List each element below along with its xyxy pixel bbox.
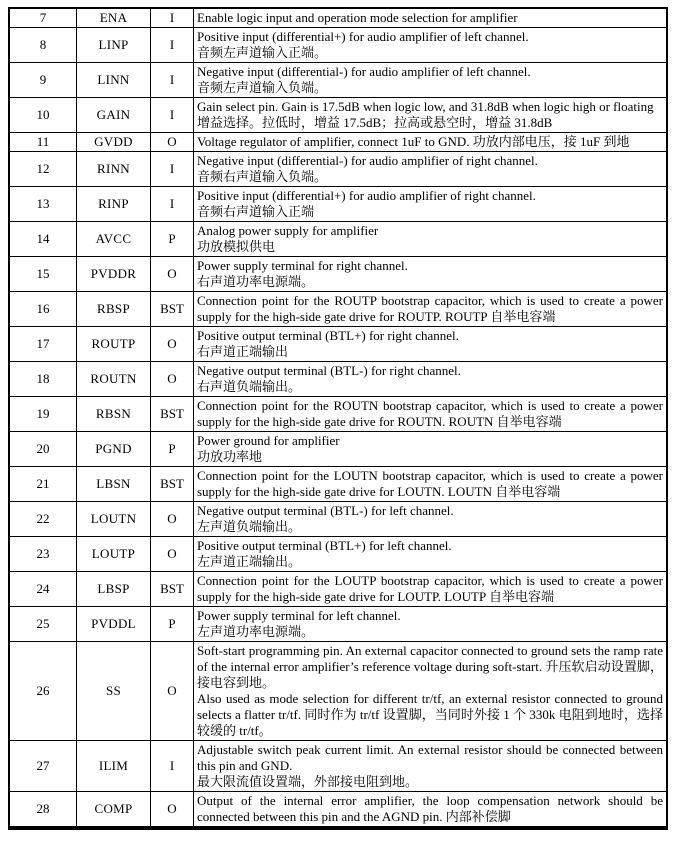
table-row: [9, 152, 667, 187]
pin-description-cell: [194, 362, 668, 397]
pin-number-cell: 15: [9, 257, 77, 292]
pin-name-cell: ROUTP: [77, 327, 151, 362]
pin-number-cell: 14: [9, 222, 77, 257]
pin-description-cell: [194, 467, 668, 502]
pin-description-cell: [194, 28, 668, 63]
pin-number-cell: 11: [9, 133, 77, 152]
pin-name-cell: GVDD: [77, 133, 151, 152]
pin-type-cell: BST: [151, 397, 194, 432]
pin-name-cell: RBSP: [77, 292, 151, 327]
table-row: [9, 741, 667, 792]
pin-type-cell: BST: [151, 467, 194, 502]
description-paragraph: Positive output terminal (BTL+) for left channel.: [197, 538, 452, 553]
description-paragraph: 左声道负端输出。: [197, 519, 302, 534]
description-paragraph: Connection point for the ROUTN bootstrap capacitor, which is used to create a power supply for the high-side gate drive for ROUTN. ROUTN 自举电容端: [197, 398, 663, 429]
table-row: [9, 133, 667, 152]
pin-number-cell: 27: [9, 741, 77, 792]
pin-description-cell: [194, 741, 668, 792]
table-row: [9, 63, 667, 98]
pin-number-cell: 17: [9, 327, 77, 362]
table-row: [9, 537, 667, 572]
pin-description-cell: [194, 133, 668, 152]
table-row: [9, 292, 667, 327]
description-paragraph: 音频左声道输入负端。: [197, 80, 328, 95]
description-paragraph: 右声道负端输出。: [197, 379, 302, 394]
description-paragraph: 音频左声道输入正端。: [197, 45, 328, 60]
pin-number-cell: 21: [9, 467, 77, 502]
pin-description-cell: [194, 502, 668, 537]
description-paragraph: 最大限流值设置端，外部接电阻到地。: [197, 774, 419, 789]
table-row: [9, 222, 667, 257]
description-paragraph: Power ground for amplifier: [197, 433, 340, 448]
pin-number-cell: 18: [9, 362, 77, 397]
table-row: [9, 98, 667, 133]
description-paragraph: Negative input (differential-) for audio amplifier of left channel.: [197, 64, 531, 79]
table-row: [9, 327, 667, 362]
description-paragraph: Power supply terminal for left channel.: [197, 608, 401, 623]
description-paragraph: Connection point for the LOUTN bootstrap capacitor, which is used to create a power supply for the high-side gate drive for LOUTN. LOUTN 自举电容端: [197, 468, 663, 499]
pin-name-cell: RINN: [77, 152, 151, 187]
pin-type-cell: P: [151, 222, 194, 257]
pin-number-cell: 20: [9, 432, 77, 467]
description-paragraph: 左声道功率电源端。: [197, 624, 315, 639]
pin-number-cell: 24: [9, 572, 77, 607]
pin-number-cell: 10: [9, 98, 77, 133]
pin-description-cell: [194, 8, 668, 28]
pin-name-cell: PGND: [77, 432, 151, 467]
pin-number-cell: 7: [9, 8, 77, 28]
pin-name-cell: RINP: [77, 187, 151, 222]
pin-name-cell: LOUTN: [77, 502, 151, 537]
pin-name-cell: LBSN: [77, 467, 151, 502]
table-row: [9, 432, 667, 467]
pin-name-cell: RBSN: [77, 397, 151, 432]
pin-number-cell: 13: [9, 187, 77, 222]
table-row: [9, 467, 667, 502]
table-row: [9, 257, 667, 292]
pin-name-cell: GAIN: [77, 98, 151, 133]
table-row: [9, 187, 667, 222]
description-paragraph: Positive input (differential+) for audio amplifier of left channel.: [197, 29, 529, 44]
description-paragraph: Power supply terminal for right channel.: [197, 258, 408, 273]
pin-type-cell: P: [151, 607, 194, 642]
pin-number-cell: 9: [9, 63, 77, 98]
description-paragraph: 增益选择。拉低时，增益 17.5dB；拉高或悬空时，增益 31.8dB: [197, 115, 553, 130]
description-paragraph: Positive output terminal (BTL+) for right channel.: [197, 328, 459, 343]
pin-name-cell: PVDDR: [77, 257, 151, 292]
pin-name-cell: PVDDL: [77, 607, 151, 642]
pin-description-table: [8, 7, 668, 830]
description-paragraph: Soft-start programming pin. An external capacitor connected to ground sets the ramp rate of the internal error amplifier’s reference voltage during soft-start. 升压软启动设置脚，接电容到地。: [197, 643, 663, 690]
pin-name-cell: LINP: [77, 28, 151, 63]
pin-name-cell: COMP: [77, 792, 151, 829]
pin-type-cell: I: [151, 63, 194, 98]
pin-number-cell: 22: [9, 502, 77, 537]
description-paragraph: Negative output terminal (BTL-) for left channel.: [197, 503, 454, 518]
pin-description-cell: [194, 642, 668, 741]
description-paragraph: Negative input (differential-) for audio amplifier of right channel.: [197, 153, 538, 168]
pin-name-cell: LBSP: [77, 572, 151, 607]
pin-type-cell: BST: [151, 572, 194, 607]
pin-type-cell: BST: [151, 292, 194, 327]
table-row: [9, 8, 667, 28]
pin-name-cell: ROUTN: [77, 362, 151, 397]
table-row: [9, 572, 667, 607]
pin-type-cell: O: [151, 327, 194, 362]
pin-description-cell: [194, 432, 668, 467]
pin-number-cell: 28: [9, 792, 77, 829]
pin-description-cell: [194, 327, 668, 362]
pin-type-cell: O: [151, 502, 194, 537]
pin-number-cell: 16: [9, 292, 77, 327]
pin-type-cell: O: [151, 362, 194, 397]
description-paragraph: Voltage regulator of amplifier, connect 1uF to GND. 功放内部电压，接 1uF 到地: [197, 134, 630, 149]
description-paragraph: 右声道功率电源端。: [197, 274, 315, 289]
table-row: [9, 642, 667, 741]
pin-name-cell: ILIM: [77, 741, 151, 792]
pin-description-cell: [194, 397, 668, 432]
pin-name-cell: LOUTP: [77, 537, 151, 572]
description-paragraph: Connection point for the ROUTP bootstrap capacitor, which is used to create a power supply for the high-side gate drive for ROUTP. ROUTP 自举电容端: [197, 293, 663, 324]
description-paragraph: Output of the internal error amplifier, the loop compensation network should be connected between this pin and the AGND pin. 内部补偿脚: [197, 793, 663, 824]
pin-type-cell: O: [151, 642, 194, 741]
pin-name-cell: SS: [77, 642, 151, 741]
table-row: [9, 362, 667, 397]
description-paragraph: 功放功率地: [197, 449, 263, 464]
description-paragraph: Connection point for the LOUTP bootstrap capacitor, which is used to create a power supply for the high-side gate drive for LOUTP. LOUTP 自举电容端: [197, 573, 663, 604]
description-paragraph: Gain select pin. Gain is 17.5dB when logic low, and 31.8dB when logic high or floating: [197, 99, 654, 114]
description-paragraph: Adjustable switch peak current limit. An external resistor should be connected between this pin and GND.: [197, 742, 663, 773]
pin-type-cell: I: [151, 187, 194, 222]
description-paragraph: Also used as mode selection for different tr/tf, an external resistor connected to ground selects a flatter tr/tf. 同时作为 tr/tf 设置脚，当同时外接 1 个 330k 电阻到地时，选择较缓的 tr/tf。: [197, 691, 663, 738]
table-row: [9, 397, 667, 432]
pin-name-cell: LINN: [77, 63, 151, 98]
pin-type-cell: I: [151, 152, 194, 187]
pin-type-cell: I: [151, 8, 194, 28]
pin-description-cell: [194, 792, 668, 829]
pin-name-cell: AVCC: [77, 222, 151, 257]
pin-name-cell: ENA: [77, 8, 151, 28]
table-row: [9, 607, 667, 642]
pin-description-cell: [194, 572, 668, 607]
description-paragraph: 功放模拟供电: [197, 239, 276, 254]
pin-number-cell: 25: [9, 607, 77, 642]
pin-description-cell: [194, 63, 668, 98]
pin-number-cell: 8: [9, 28, 77, 63]
description-paragraph: 音频右声道输入负端。: [197, 169, 328, 184]
pin-type-cell: P: [151, 432, 194, 467]
pin-description-cell: [194, 537, 668, 572]
table-row: [9, 28, 667, 63]
table-row: [9, 502, 667, 537]
pin-type-cell: O: [151, 257, 194, 292]
pin-description-cell: [194, 257, 668, 292]
description-paragraph: Negative output terminal (BTL-) for right channel.: [197, 363, 461, 378]
pin-type-cell: O: [151, 792, 194, 829]
pin-type-cell: I: [151, 741, 194, 792]
pin-type-cell: O: [151, 537, 194, 572]
pin-type-cell: I: [151, 28, 194, 63]
pin-number-cell: 26: [9, 642, 77, 741]
description-paragraph: 左声道正端输出。: [197, 554, 302, 569]
description-paragraph: Analog power supply for amplifier: [197, 223, 379, 238]
pin-type-cell: O: [151, 133, 194, 152]
description-paragraph: Enable logic input and operation mode selection for amplifier: [197, 10, 518, 25]
pin-description-cell: [194, 607, 668, 642]
pin-number-cell: 12: [9, 152, 77, 187]
description-paragraph: 音频右声道输入正端: [197, 204, 315, 219]
pin-type-cell: I: [151, 98, 194, 133]
pin-table-body: [9, 8, 667, 828]
pin-description-cell: [194, 98, 668, 133]
pin-number-cell: 19: [9, 397, 77, 432]
pin-number-cell: 23: [9, 537, 77, 572]
description-paragraph: Positive input (differential+) for audio amplifier of right channel.: [197, 188, 536, 203]
description-paragraph: 右声道正端输出: [197, 344, 289, 359]
table-row: [9, 792, 667, 829]
pin-description-cell: [194, 187, 668, 222]
pin-description-cell: [194, 222, 668, 257]
pin-description-cell: [194, 152, 668, 187]
pin-description-cell: [194, 292, 668, 327]
